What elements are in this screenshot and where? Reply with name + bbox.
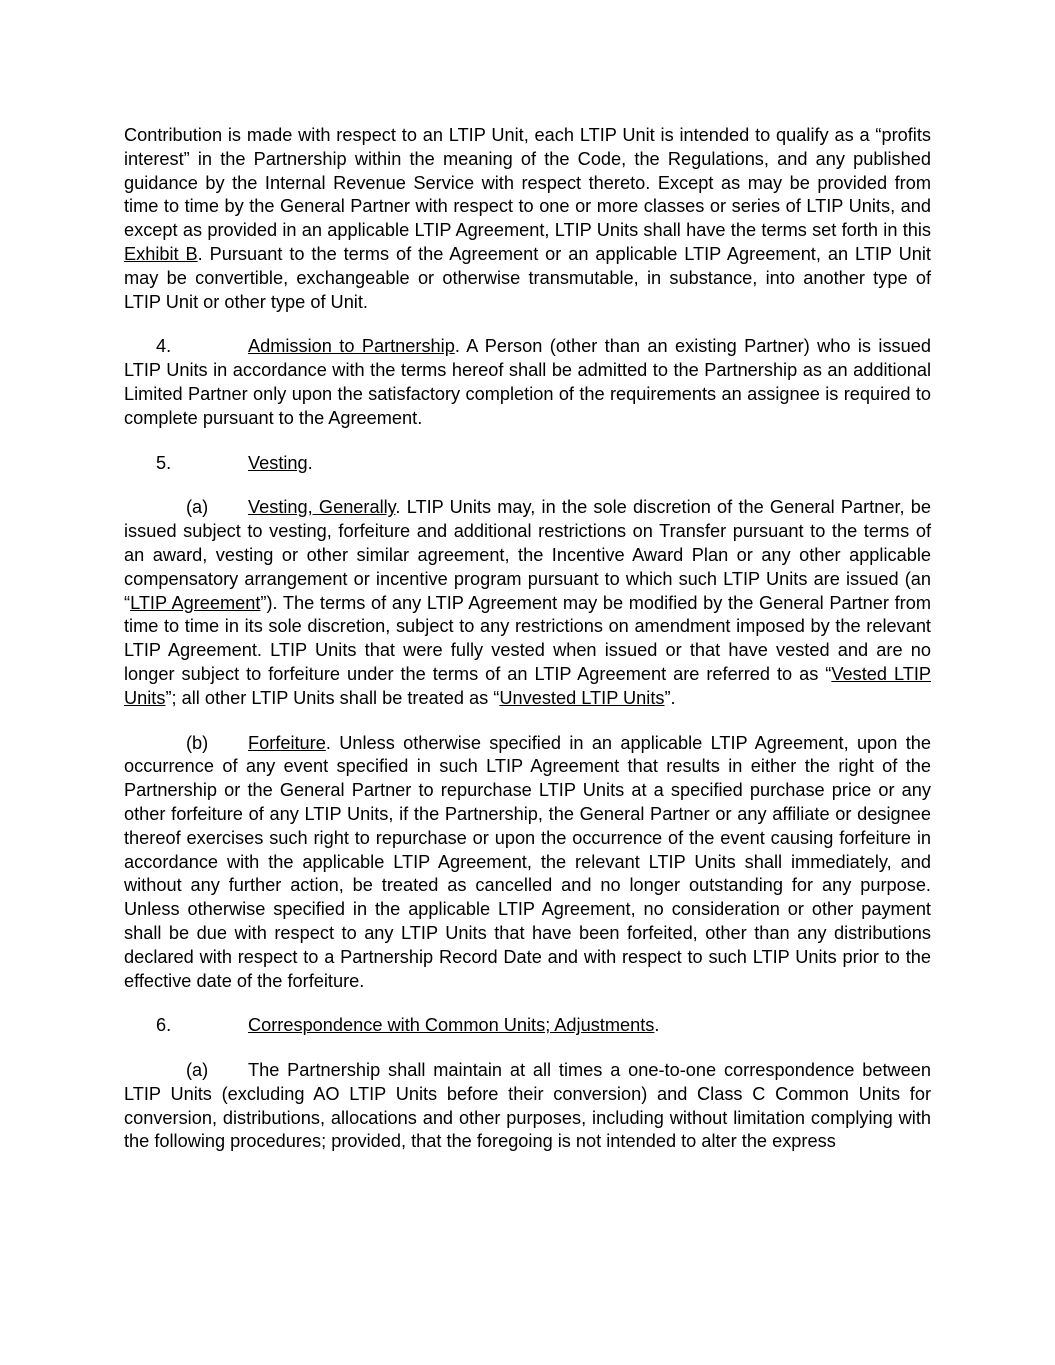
unvested-ltip-units-term: Unvested LTIP Units bbox=[499, 687, 665, 708]
section-6-title-end: . bbox=[654, 1015, 660, 1036]
section-6a-body: The Partnership shall maintain at all times a one-to-one correspondence between LTIP Units (excluding AO LTIP Units before their conversion) and Class C Common Units for conversion, distributions, allocations and other purposes, including without limitation complying with the following procedures; provided, that the foregoing is not intended to alter the express bbox=[124, 1060, 931, 1152]
section-4-title: Admission to Partnership bbox=[248, 336, 455, 357]
section-5a-body-3: ”; all other LTIP Units shall be treated as “ bbox=[165, 687, 500, 708]
section-5-title: Vesting bbox=[248, 452, 308, 473]
section-5a-paragraph bbox=[124, 496, 931, 710]
section-6-title: Correspondence with Common Units; Adjustments bbox=[248, 1015, 655, 1036]
section-5b-label: (b) bbox=[186, 732, 209, 753]
section-6-heading bbox=[124, 1014, 931, 1038]
section-4-body: . A Person (other than an existing Partner) who is issued LTIP Units in accordance with the terms hereof shall be admitted to the Partnership as an additional Limited Partner only upon the satisfactory completion of the requirements an assignee is required to complete pursuant to the Agreement. bbox=[124, 336, 931, 428]
section-4-paragraph bbox=[124, 335, 931, 430]
section-5-number: 5. bbox=[156, 452, 172, 473]
intro-text-rest: . Pursuant to the terms of the Agreement or an applicable LTIP Agreement, an LTIP Unit may be convertible, exchangeable or otherwise transmutable, in substance, into another type of LTIP Unit or other type of Unit. bbox=[124, 243, 931, 312]
section-5a-label: (a) bbox=[186, 497, 209, 518]
intro-text: Contribution is made with respect to an LTIP Unit, each LTIP Unit is intended to qualify as a “profits interest” in the Partnership within the meaning of the Code, the Regulations, and any published guidance by the Internal Revenue Service with respect thereto. Except as may be provided from time to time by the General Partner with respect to one or more classes or series of LTIP Units, and except as provided in an applicable LTIP Agreement, LTIP Units shall have the terms set forth in this bbox=[124, 125, 931, 241]
document-page bbox=[124, 124, 931, 1175]
section-6a-paragraph bbox=[124, 1059, 931, 1154]
intro-paragraph bbox=[124, 124, 931, 314]
section-5b-paragraph bbox=[124, 732, 931, 994]
section-5a-body-4: ”. bbox=[664, 687, 676, 708]
exhibit-b-reference: Exhibit B bbox=[124, 243, 198, 264]
section-5a-body-1: . LTIP Units may, in the sole discretion of the General Partner, be issued subject to vesting, forfeiture and additional restrictions on Transfer pursuant to the terms of an award, vesting or other similar agreement, the Incentive Award Plan or any other applicable compensatory arrangement or incentive program pursuant to which such LTIP Units are issued (an “ bbox=[124, 497, 931, 613]
section-6-number: 6. bbox=[156, 1015, 172, 1036]
ltip-agreement-term: LTIP Agreement bbox=[130, 592, 261, 613]
vested-ltip-units-term: Vested LTIP Units bbox=[124, 663, 932, 708]
section-6a-label: (a) bbox=[186, 1060, 209, 1081]
section-5-heading bbox=[124, 452, 931, 476]
section-5a-body-2: ”). The terms of any LTIP Agreement may be modified by the General Partner from time to time in its sole discretion, subject to any restrictions on amendment imposed by the relevant LTIP Agreement. LTIP Units that were fully vested when issued or that have vested and are no longer subject to forfeiture under the terms of an LTIP Agreement are referred to as “ bbox=[124, 592, 931, 684]
section-5-title-end: . bbox=[307, 452, 313, 473]
section-5b-title: Forfeiture bbox=[248, 732, 326, 753]
section-5b-body: . Unless otherwise specified in an applicable LTIP Agreement, upon the occurrence of any event specified in such LTIP Agreement that results in either the right of the Partnership or the General Partner to repurchase LTIP Units at a specified purchase price or any other forfeiture of any LTIP Units, if the Partnership, the General Partner or any affiliate or designee thereof exercises such right to repurchase or upon the occurrence of the event causing forfeiture in accordance with the applicable LTIP Agreement, the relevant LTIP Units shall immediately, and without any further action, be treated as cancelled and no longer outstanding for any purpose. Unless otherwise specified in the applicable LTIP Agreement, no consideration or other payment shall be due with respect to any LTIP Units that have been forfeited, other than any distributions declared with respect to a Partnership Record Date and with respect to such LTIP Units prior to the effective date of the forfeiture. bbox=[124, 732, 931, 991]
section-5a-title: Vesting, Generally bbox=[248, 497, 396, 518]
section-4-number: 4. bbox=[156, 336, 172, 357]
